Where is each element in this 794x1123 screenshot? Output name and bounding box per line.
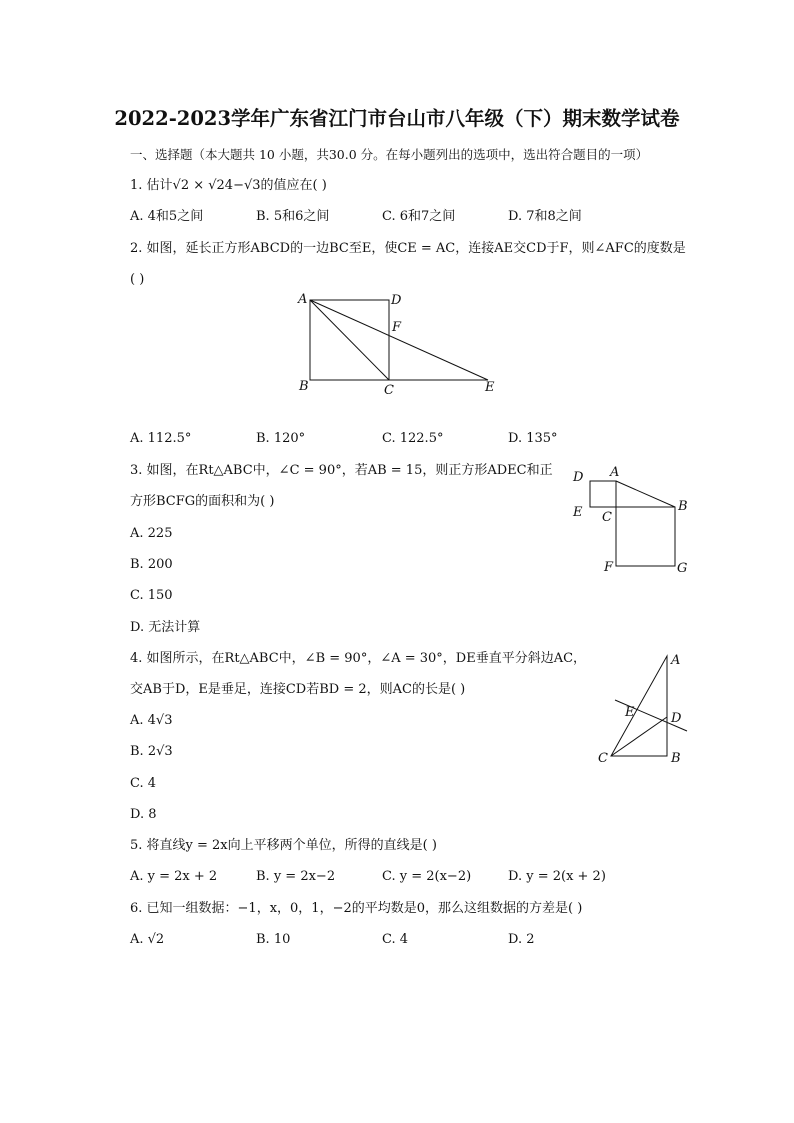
q6-option-d: D. 2 bbox=[508, 932, 535, 947]
q3-label-b: B bbox=[678, 499, 688, 514]
q2-option-b: B. 120° bbox=[256, 431, 306, 446]
q2-label-b: B bbox=[299, 379, 309, 394]
q2-label-a: A bbox=[298, 292, 308, 307]
q4-label-a: A bbox=[671, 653, 681, 668]
q4-option-d: D. 8 bbox=[130, 807, 157, 822]
q3-label-c: C bbox=[602, 510, 612, 525]
q6-option-c: C. 4 bbox=[382, 932, 409, 947]
q2-label-d: D bbox=[391, 293, 402, 308]
square-adec bbox=[590, 481, 616, 507]
q2-option-a: A. 112.5° bbox=[130, 431, 192, 446]
q2-label-c: C bbox=[384, 383, 394, 398]
q4-label-e: E bbox=[625, 705, 635, 720]
q5-option-a: A. y = 2x + 2 bbox=[130, 869, 218, 884]
question-6-stem: 6. 已知一组数据：−1，x，0，1，−2的平均数是0，那么这组数据的方差是( ) bbox=[130, 901, 583, 916]
section-heading: 一、选择题（本大题共 10 小题，共30.0 分。在每小题列出的选项中，选出符合题目的一项） bbox=[130, 147, 649, 162]
segment-ae bbox=[310, 300, 488, 380]
q3-option-b: B. 200 bbox=[130, 557, 173, 572]
segment-cd bbox=[611, 717, 667, 756]
q2-option-c: C. 122.5° bbox=[382, 431, 444, 446]
question-4-stem: 4. 如图所示，在Rt△ABC中，∠B = 90°，∠A = 30°，DE垂直平分斜边AC， bbox=[130, 651, 587, 666]
q4-label-d: D bbox=[671, 711, 682, 726]
segment-ab bbox=[616, 481, 675, 507]
q5-option-b: B. y = 2x−2 bbox=[256, 869, 336, 884]
question-3-stem: 3. 如图，在Rt△ABC中，∠C = 90°，若AB = 15，则正方形ADEC和正 bbox=[130, 463, 553, 478]
square-bcfg bbox=[616, 507, 675, 566]
q4-option-b: B. 2√3 bbox=[130, 744, 173, 759]
segment-ac bbox=[310, 300, 389, 380]
page-title: 2022-2023学年广东省江门市台山市八年级（下）期末数学试卷 bbox=[114, 107, 680, 130]
q3-figure-squares-diagram bbox=[566, 460, 696, 580]
q3-label-g: G bbox=[677, 561, 688, 576]
q3-label-d: D bbox=[573, 470, 584, 485]
q6-option-a: A. √2 bbox=[130, 932, 165, 947]
q2-figure-square-diagram bbox=[290, 285, 510, 400]
q4-figure-triangle-diagram bbox=[590, 645, 700, 770]
q2-label-e: E bbox=[485, 380, 495, 395]
q5-option-c: C. y = 2(x−2) bbox=[382, 869, 472, 884]
q5-option-d: D. y = 2(x + 2) bbox=[508, 869, 606, 884]
q3-option-a: A. 225 bbox=[130, 526, 173, 541]
q1-option-c: C. 6和7之间 bbox=[382, 209, 456, 224]
q1-option-b: B. 5和6之间 bbox=[256, 209, 330, 224]
q3-label-f: F bbox=[604, 560, 614, 575]
q6-option-b: B. 10 bbox=[256, 932, 291, 947]
question-3-stem-cont: 方形BCFG的面积和为( ) bbox=[130, 494, 275, 509]
q3-label-e: E bbox=[573, 505, 583, 520]
q4-label-c: C bbox=[598, 751, 608, 766]
q2-label-f: F bbox=[392, 320, 402, 335]
q3-option-d: D. 无法计算 bbox=[130, 620, 201, 635]
q4-option-c: C. 4 bbox=[130, 776, 157, 791]
question-1-stem: 1. 估计√2 × √24−√3的值应在( ) bbox=[130, 178, 327, 193]
q1-option-d: D. 7和8之间 bbox=[508, 209, 582, 224]
question-2-stem-cont: ( ) bbox=[130, 272, 145, 287]
question-2-stem: 2. 如图，延长正方形ABCD的一边BC至E，使CE = AC，连接AE交CD于F，则∠AFC的度数是 bbox=[130, 241, 686, 256]
question-5-stem: 5. 将直线y = 2x向上平移两个单位，所得的直线是( ) bbox=[130, 838, 437, 853]
q3-option-c: C. 150 bbox=[130, 588, 173, 603]
q2-option-d: D. 135° bbox=[508, 431, 558, 446]
triangle-abc bbox=[611, 656, 667, 756]
q3-label-a: A bbox=[610, 465, 620, 480]
q4-option-a: A. 4√3 bbox=[130, 713, 173, 728]
q4-label-b: B bbox=[671, 751, 681, 766]
question-4-stem-cont: 交AB于D，E是垂足，连接CD若BD = 2，则AC的长是( ) bbox=[130, 682, 466, 697]
q1-option-a: A. 4和5之间 bbox=[130, 209, 204, 224]
